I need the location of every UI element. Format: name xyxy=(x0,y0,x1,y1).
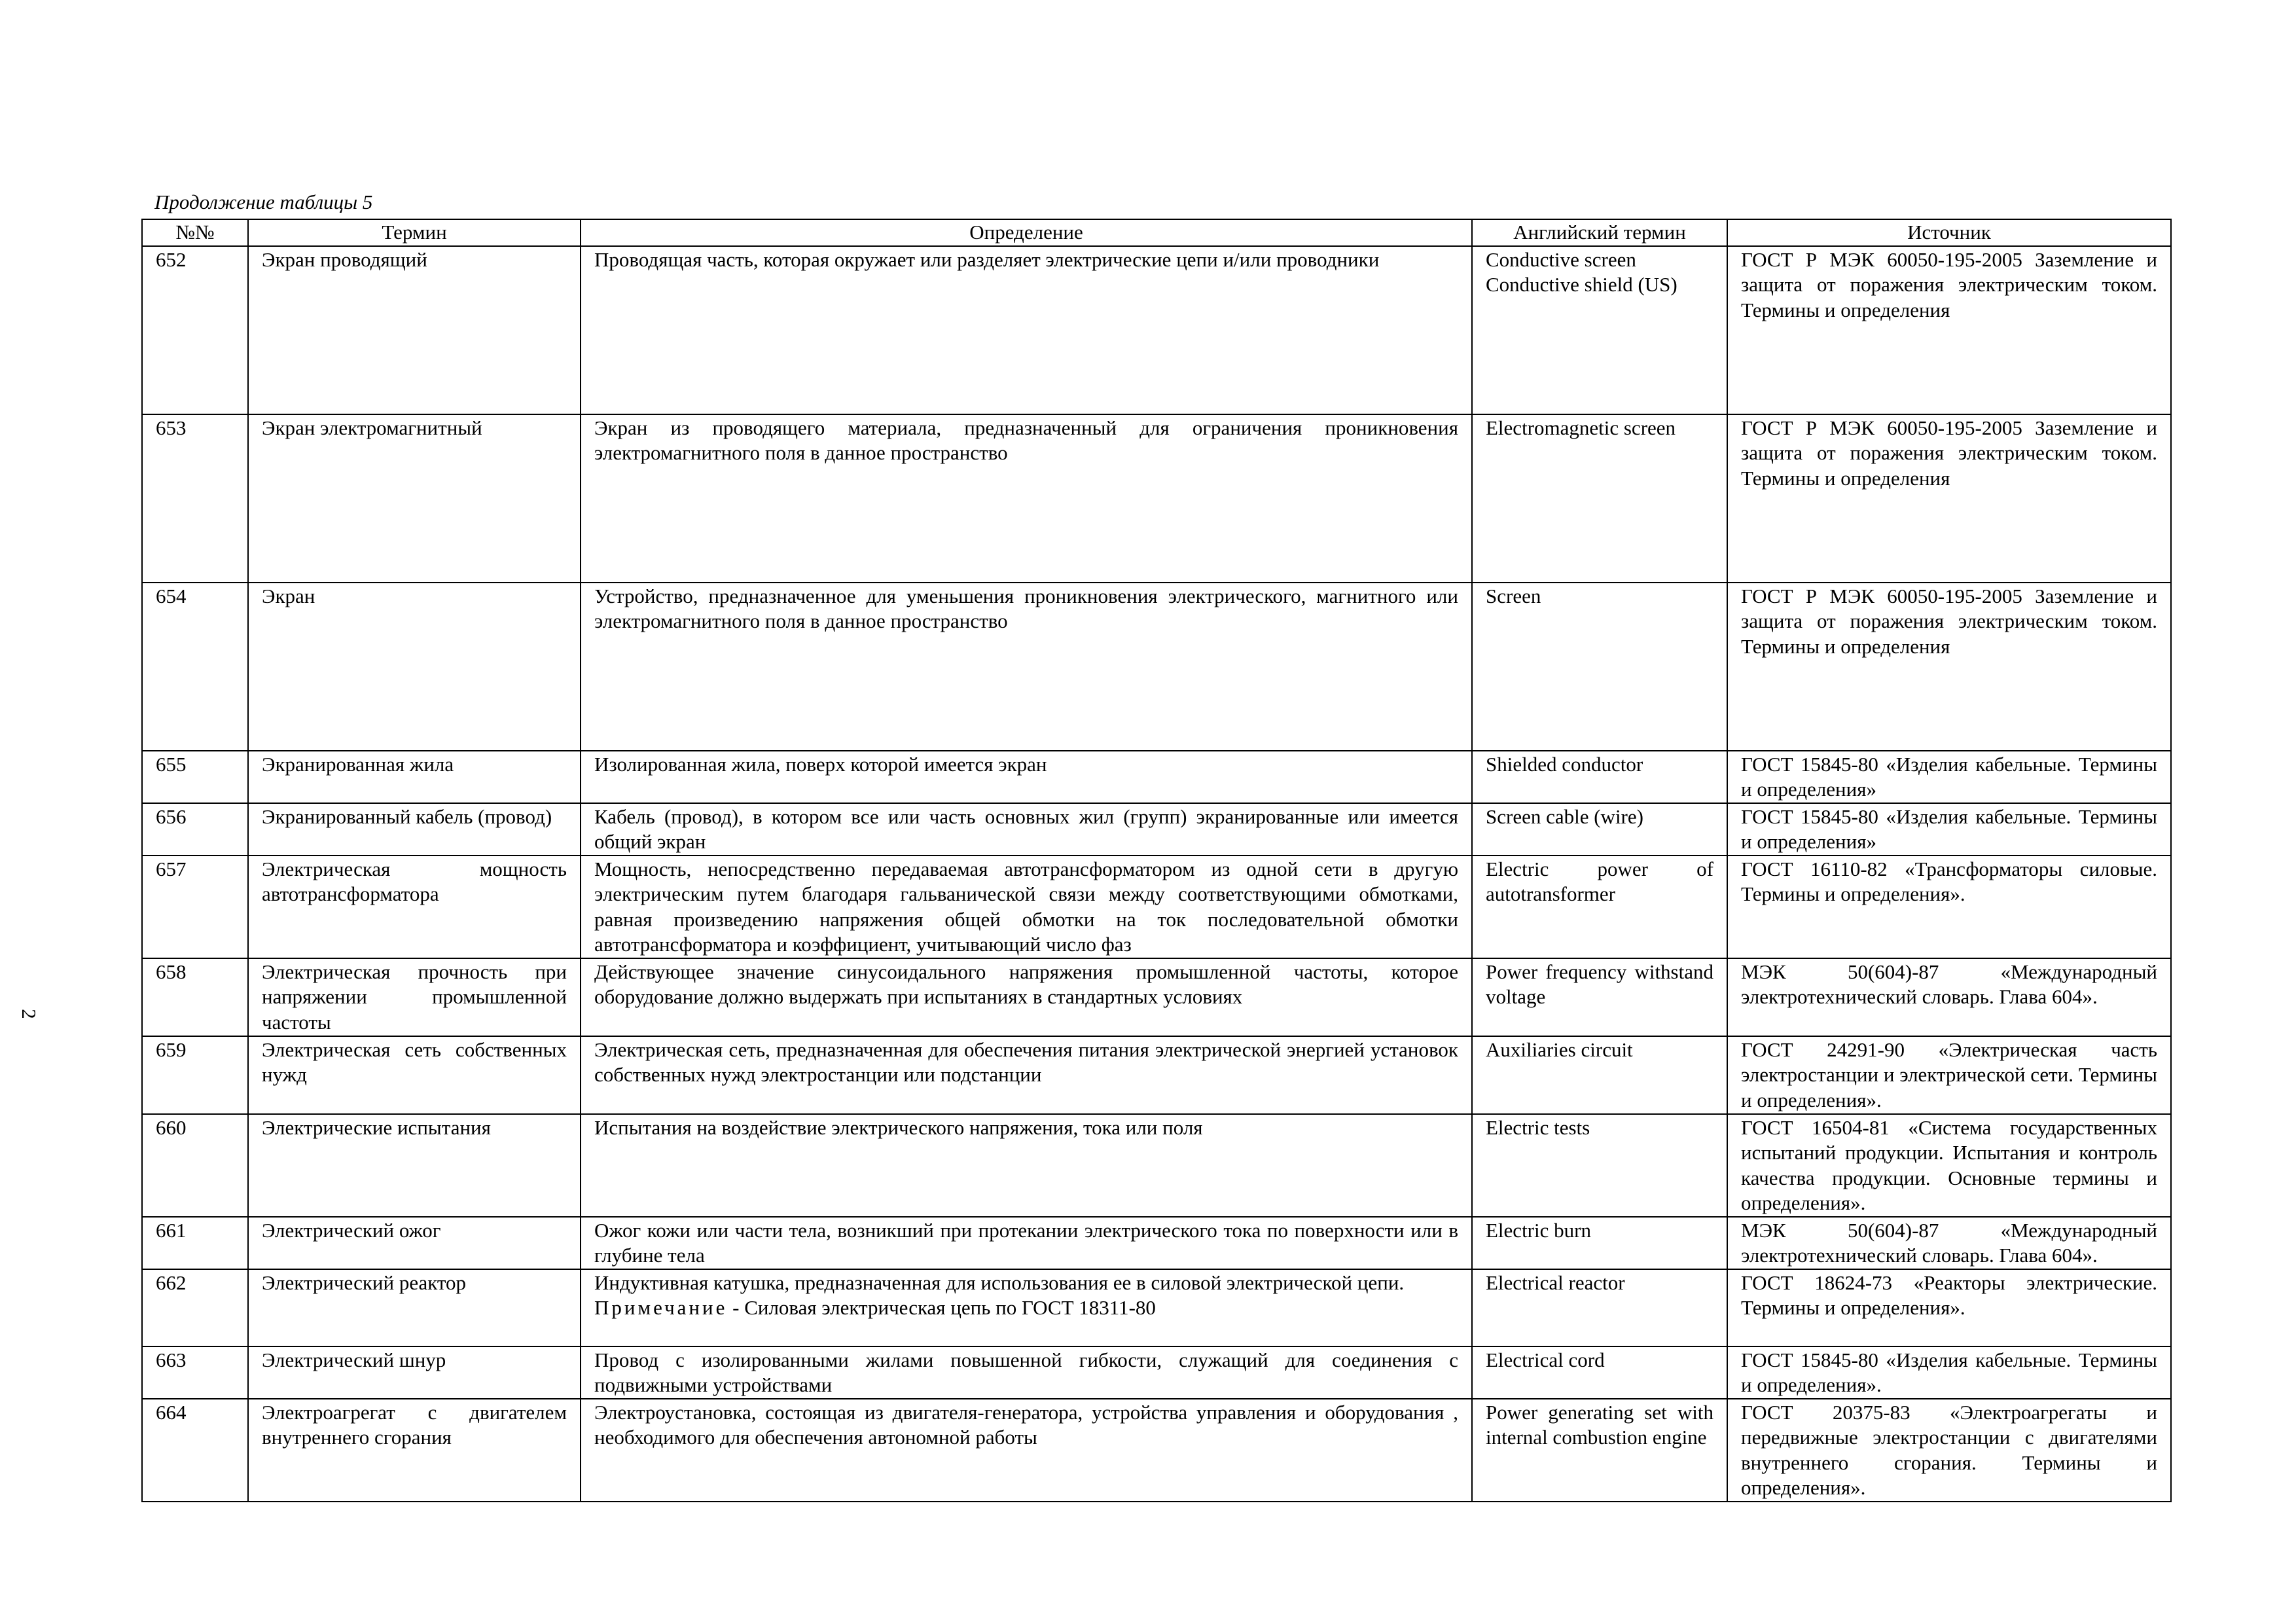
row-english-term xyxy=(1472,414,1727,583)
definition-text: Индуктивная катушка, предназначенная для использования ее в силовой электрической цепи. xyxy=(594,1271,1405,1294)
row-source: МЭК 50(604)-87 «Международный электротехнический словарь. Глава 604». xyxy=(1727,1217,2171,1269)
row-number: 661 xyxy=(142,1217,248,1269)
english-term-line: Electric power of autotransformer xyxy=(1486,857,1713,905)
english-term-line: Conductive shield (US) xyxy=(1486,273,1677,296)
row-english-term xyxy=(1472,803,1727,856)
english-term-line: Shielded conductor xyxy=(1486,752,1643,776)
row-number: 655 xyxy=(142,751,248,803)
row-term: Экран xyxy=(248,583,581,751)
table-row xyxy=(142,1114,2171,1217)
row-term: Электрический реактор xyxy=(248,1269,581,1346)
table-row xyxy=(142,803,2171,856)
row-term: Электрическая прочность при напряжении промышленной частоты xyxy=(248,958,581,1036)
row-source: ГОСТ Р МЭК 60050-195-2005 Заземление и защита от поражения электрическим током. Термины и определения xyxy=(1727,246,2171,414)
row-number: 664 xyxy=(142,1399,248,1502)
row-number: 653 xyxy=(142,414,248,583)
table-row xyxy=(142,751,2171,803)
row-term: Экран электромагнитный xyxy=(248,414,581,583)
row-definition: Проводящая часть, которая окружает или разделяет электрические цепи и/или проводники xyxy=(581,246,1472,414)
english-term-line: Auxiliaries circuit xyxy=(1486,1038,1633,1061)
row-definition: Ожог кожи или части тела, возникший при протекании электрического тока по поверхности или в глубине тела xyxy=(581,1217,1472,1269)
english-term-line: Electrical cord xyxy=(1486,1348,1605,1371)
row-definition: Действующее значение синусоидального напряжения промышленной частоты, которое оборудование должно выдержать при испытаниях в стандартных условиях xyxy=(581,958,1472,1036)
row-source: ГОСТ 20375-83 «Электроагрегаты и передвижные электростанции с двигателями внутреннего сгорания. Термины и определения». xyxy=(1727,1399,2171,1502)
english-term-line: Screen xyxy=(1486,584,1541,607)
row-term: Экранированный кабель (провод) xyxy=(248,803,581,856)
english-term-line: Power frequency withstand voltage xyxy=(1486,960,1713,1008)
header-term: Термин xyxy=(248,219,581,246)
row-definition: Изолированная жила, поверх которой имеется экран xyxy=(581,751,1472,803)
terms-table xyxy=(141,219,2172,1502)
table-header-row xyxy=(142,219,2171,246)
row-source: ГОСТ 16110-82 «Трансформаторы силовые. Термины и определения». xyxy=(1727,856,2171,958)
table-row xyxy=(142,1217,2171,1269)
definition-note xyxy=(594,1295,1458,1321)
table-row xyxy=(142,856,2171,958)
row-definition xyxy=(581,1269,1472,1346)
row-term: Экранированная жила xyxy=(248,751,581,803)
row-definition: Провод с изолированными жилами повышенной гибкости, служащий для соединения с подвижными устройствами xyxy=(581,1346,1472,1399)
table-caption: Продолжение таблицы 5 xyxy=(154,190,373,213)
row-source: ГОСТ 18624-73 «Реакторы электрические. Термины и определения». xyxy=(1727,1269,2171,1346)
row-number: 659 xyxy=(142,1036,248,1114)
row-source: ГОСТ 24291-90 «Электрическая часть электростанции и электрической сети. Термины и определения». xyxy=(1727,1036,2171,1114)
row-definition: Электроустановка, состоящая из двигателя-генератора, устройства управления и оборудования , необходимого для обеспечения автономной работы xyxy=(581,1399,1472,1502)
row-english-term xyxy=(1472,751,1727,803)
row-english-term xyxy=(1472,1346,1727,1399)
row-definition: Экран из проводящего материала, предназначенный для ограничения проникновения электромагнитного поля в данное пространство xyxy=(581,414,1472,583)
row-english-term xyxy=(1472,1399,1727,1502)
english-term-line: Screen cable (wire) xyxy=(1486,804,1643,828)
row-english-term xyxy=(1472,1036,1727,1114)
row-term: Электрический ожог xyxy=(248,1217,581,1269)
row-number: 660 xyxy=(142,1114,248,1217)
table-row xyxy=(142,246,2171,414)
row-english-term xyxy=(1472,1217,1727,1269)
row-source: ГОСТ 15845-80 «Изделия кабельные. Термины и определения» xyxy=(1727,803,2171,856)
header-source: Источник xyxy=(1727,219,2171,246)
row-english-term xyxy=(1472,856,1727,958)
row-term: Экран проводящий xyxy=(248,246,581,414)
row-english-term xyxy=(1472,583,1727,751)
row-number: 656 xyxy=(142,803,248,856)
table-row xyxy=(142,1269,2171,1346)
row-source: ГОСТ 15845-80 «Изделия кабельные. Термины и определения». xyxy=(1727,1346,2171,1399)
row-number: 657 xyxy=(142,856,248,958)
row-source: ГОСТ Р МЭК 60050-195-2005 Заземление и защита от поражения электрическим током. Термины и определения xyxy=(1727,583,2171,751)
row-term: Электрическая сеть собственных нужд xyxy=(248,1036,581,1114)
header-definition: Определение xyxy=(581,219,1472,246)
note-label: Примечание xyxy=(594,1296,728,1319)
row-term: Электроагрегат с двигателем внутреннего сгорания xyxy=(248,1399,581,1502)
header-number: №№ xyxy=(142,219,248,246)
row-number: 652 xyxy=(142,246,248,414)
table-row xyxy=(142,414,2171,583)
row-source: ГОСТ 16504-81 «Система государственных испытаний продукции. Испытания и контроль качества продукции. Основные термины и определения». xyxy=(1727,1114,2171,1217)
row-number: 662 xyxy=(142,1269,248,1346)
row-english-term xyxy=(1472,958,1727,1036)
row-definition: Мощность, непосредственно передаваемая автотрансформатором из одной сети в другую электрическим путем благодаря гальванической связи между соответствующими обмотками, равная произведению напряжения общей обмотки на ток последовательной обмотки автотрансформатора и коэффициент, учитывающий число фаз xyxy=(581,856,1472,958)
english-term-line: Electrical reactor xyxy=(1486,1271,1625,1294)
english-term-line: Power generating set with internal combustion engine xyxy=(1486,1400,1713,1449)
english-term-line: Conductive screen xyxy=(1486,247,1636,271)
english-term-line: Electromagnetic screen xyxy=(1486,416,1676,439)
table-row xyxy=(142,1036,2171,1114)
header-english-term: Английский термин xyxy=(1472,219,1727,246)
row-number: 654 xyxy=(142,583,248,751)
row-source: ГОСТ Р МЭК 60050-195-2005 Заземление и защита от поражения электрическим током. Термины и определения xyxy=(1727,414,2171,583)
row-term: Электрический шнур xyxy=(248,1346,581,1399)
table-row xyxy=(142,958,2171,1036)
table-row xyxy=(142,583,2171,751)
note-text: - Силовая электрическая цепь по ГОСТ 18311-80 xyxy=(727,1296,1156,1319)
row-definition: Кабель (провод), в котором все или часть основных жил (групп) экранированные или имеется общий экран xyxy=(581,803,1472,856)
english-term-line: Electric burn xyxy=(1486,1218,1591,1242)
row-definition: Устройство, предназначенное для уменьшения проникновения электрического, магнитного или электромагнитного поля в данное пространство xyxy=(581,583,1472,751)
english-term-line: Electric tests xyxy=(1486,1115,1590,1139)
row-term: Электрические испытания xyxy=(248,1114,581,1217)
row-source: МЭК 50(604)-87 «Международный электротехнический словарь. Глава 604». xyxy=(1727,958,2171,1036)
row-number: 663 xyxy=(142,1346,248,1399)
page-number: 2 xyxy=(17,1009,41,1019)
row-definition: Испытания на воздействие электрического напряжения, тока или поля xyxy=(581,1114,1472,1217)
table-row xyxy=(142,1399,2171,1502)
row-definition: Электрическая сеть, предназначенная для обеспечения питания электрической энергией установок собственных нужд электростанции или подстанции xyxy=(581,1036,1472,1114)
row-english-term xyxy=(1472,1269,1727,1346)
row-source: ГОСТ 15845-80 «Изделия кабельные. Термины и определения» xyxy=(1727,751,2171,803)
row-number: 658 xyxy=(142,958,248,1036)
row-english-term xyxy=(1472,1114,1727,1217)
row-english-term xyxy=(1472,246,1727,414)
row-term: Электрическая мощность автотрансформатора xyxy=(248,856,581,958)
table-row xyxy=(142,1346,2171,1399)
